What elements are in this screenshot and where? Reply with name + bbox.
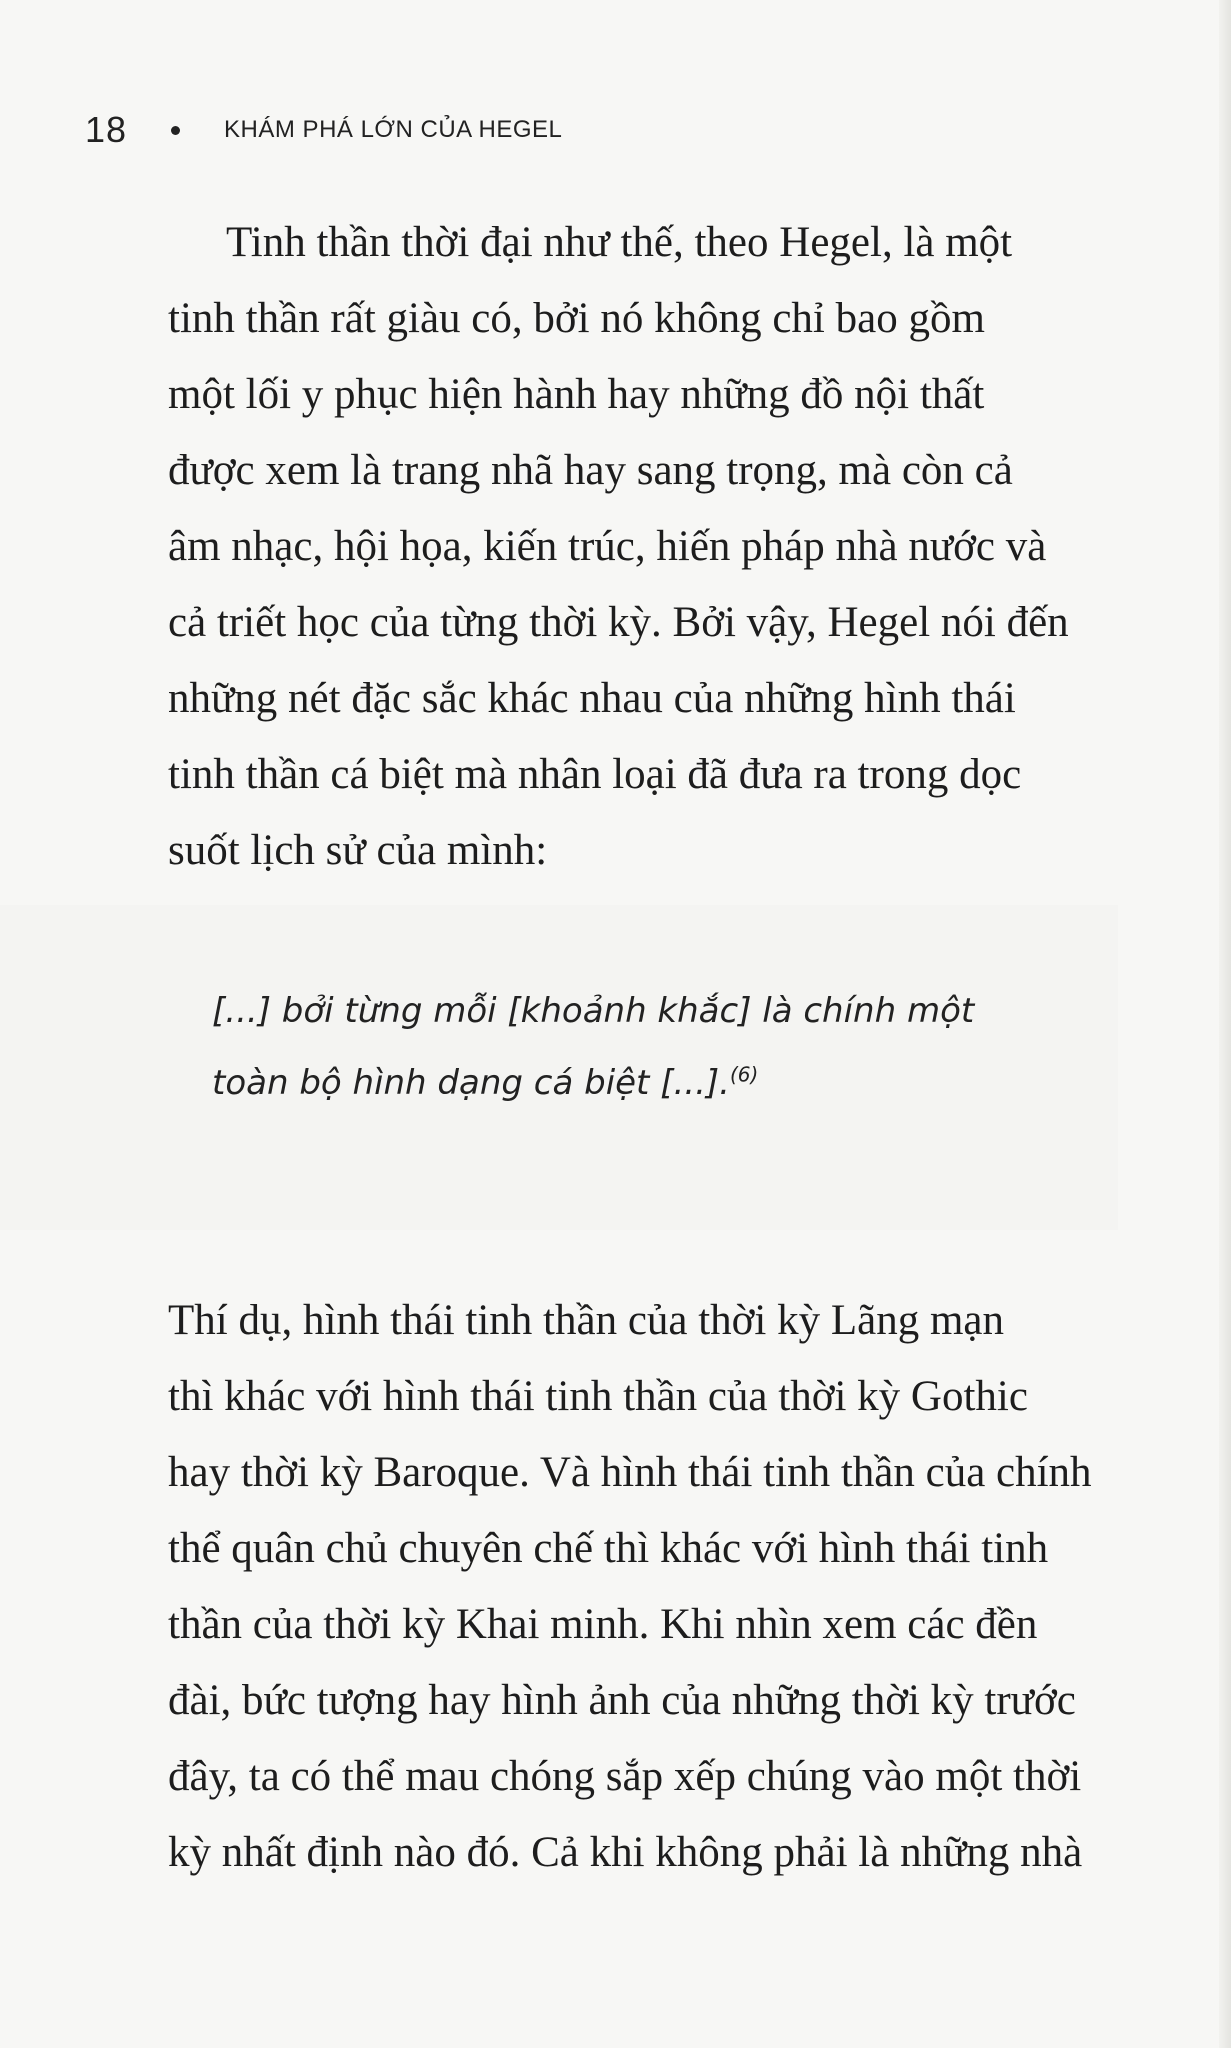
quote-line-with-footnote (212, 1047, 1112, 1119)
paragraph-line: hay thời kỳ Baroque. Và hình thái tinh thần của chính (168, 1449, 1092, 1496)
paragraph-line: cả triết học của từng thời kỳ. Bởi vậy, Hegel nói đến (168, 599, 1069, 646)
paragraph-line: âm nhạc, hội họa, kiến trúc, hiến pháp nhà nước và (168, 523, 1047, 570)
paragraph-line: Thí dụ, hình thái tinh thần của thời kỳ Lãng mạn (168, 1297, 1005, 1344)
page-number: 18 (85, 109, 128, 150)
paragraph-line: đài, bức tượng hay hình ảnh của những thời kỳ trước (168, 1677, 1076, 1724)
paragraph-line: suốt lịch sử của mình: (168, 827, 548, 874)
page-edge-shadow (1219, 0, 1231, 2048)
paragraph-line: những nét đặc sắc khác nhau của những hình thái (168, 675, 1016, 722)
bullet-separator-icon (171, 126, 180, 135)
paragraph-line: thần của thời kỳ Khai minh. Khi nhìn xem các đền (168, 1601, 1038, 1648)
paragraph-line: tinh thần rất giàu có, bởi nó không chỉ bao gồm (168, 295, 985, 342)
paragraph-line: thể quân chủ chuyên chế thì khác với hình thái tinh (168, 1525, 1049, 1572)
paragraph-line: được xem là trang nhã hay sang trọng, mà còn cả (168, 447, 1013, 494)
block-quote (212, 975, 1112, 1119)
quote-line: [...] bởi từng mỗi [khoảnh khắc] là chính một (212, 991, 975, 1031)
quote-line: toàn bộ hình dạng cá biệt [...]. (212, 1063, 730, 1103)
paragraph-line: Tinh thần thời đại như thế, theo Hegel, là một (226, 219, 1013, 266)
paragraph-line: tinh thần cá biệt mà nhân loại đã đưa ra trong dọc (168, 751, 1022, 798)
paragraph-line: thì khác với hình thái tinh thần của thời kỳ Gothic (168, 1373, 1028, 1420)
page-header (85, 100, 562, 160)
body-paragraph-2 (168, 1283, 1118, 1891)
paragraph-line: đây, ta có thể mau chóng sắp xếp chúng vào một thời (168, 1753, 1082, 1800)
running-title: KHÁM PHÁ LỚN CỦA HEGEL (224, 116, 563, 143)
paragraph-line: một lối y phục hiện hành hay những đồ nội thất (168, 371, 985, 418)
body-paragraph-1 (168, 205, 1118, 889)
paragraph-line: kỳ nhất định nào đó. Cả khi không phải là những nhà (168, 1829, 1083, 1876)
footnote-marker[interactable]: (6) (729, 1062, 759, 1087)
